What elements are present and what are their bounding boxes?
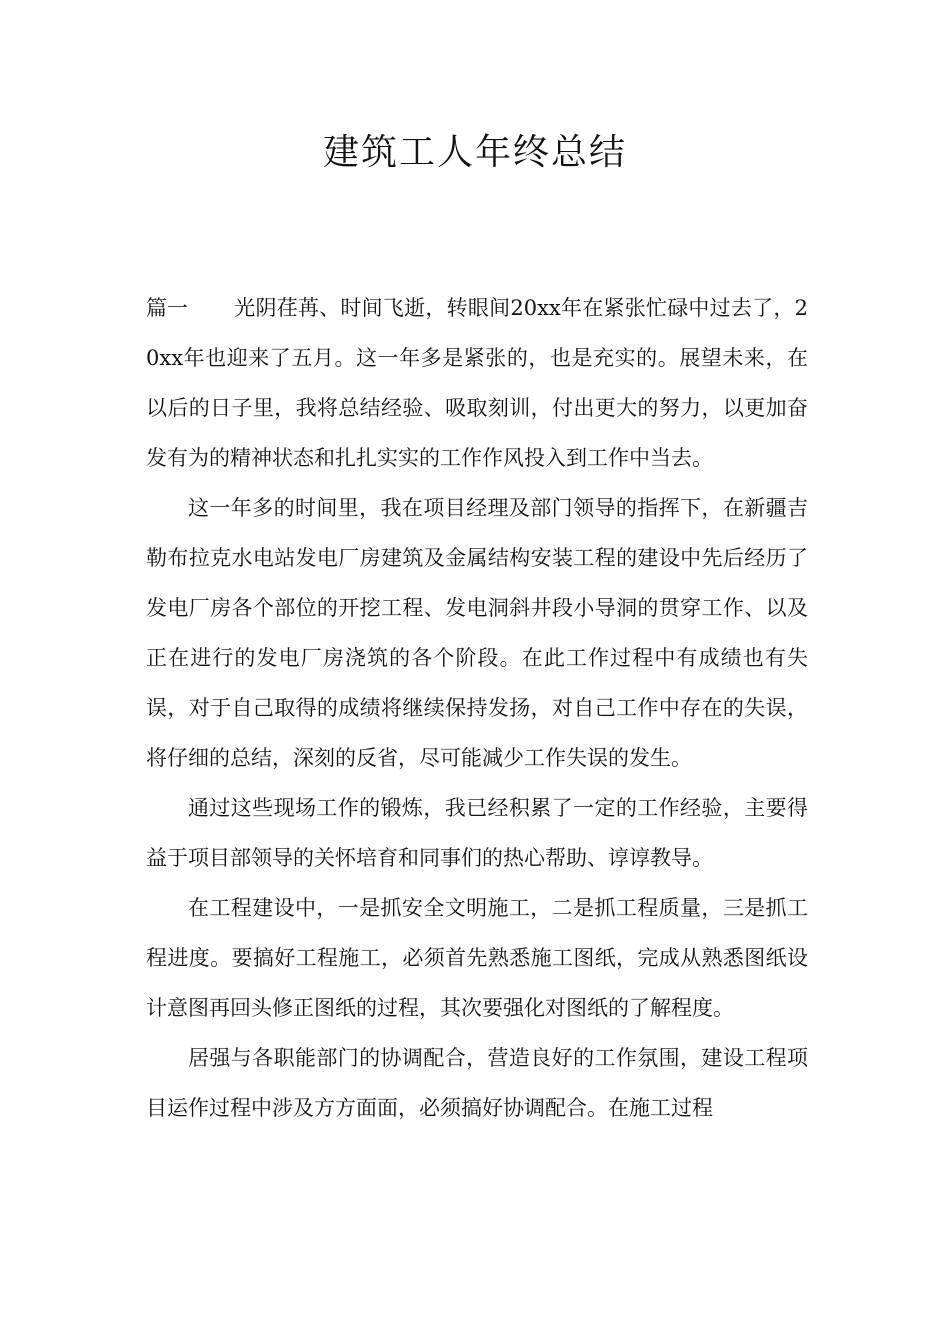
section-label: 篇一 — [146, 296, 188, 320]
paragraph-3: 通过这些现场工作的锻炼，我已经积累了一定的工作经验，主要得益于项目部领导的关怀培育和同事们的热心帮助、谆谆教导。 — [146, 796, 808, 870]
document-title: 建筑工人年终总结 — [322, 132, 627, 173]
document-body — [146, 283, 808, 1133]
paragraph-2: 这一年多的时间里，我在项目经理及部门领导的指挥下，在新疆吉勒布拉克水电站发电厂房建筑及金属结构安装工程的建设中先后经历了发电厂房各个部位的开挖工程、发电洞斜井段小导洞的贯穿工作、以及正在进行的发电厂房浇筑的各个阶段。在此工作过程中有成绩也有失误，对于自己取得的成绩将继续保持发扬，对自己工作中存在的失误，将仔细的总结，深刻的反省，尽可能减少工作失误的发生。 — [146, 496, 808, 770]
paragraph-1-text: 光阴荏苒、时间飞逝，转眼间20xx年在紧张忙碌中过去了，20xx年也迎来了五月。这一年多是紧张的，也是充实的。展望未来，在以后的日子里，我将总结经验、吸取刻训，付出更大的努力，以更加奋发有为的精神状态和扎扎实实的工作作风投入到工作中当去。 — [146, 296, 808, 470]
paragraph-1 — [146, 283, 808, 483]
paragraph-4: 在工程建设中，一是抓安全文明施工，二是抓工程质量，三是抓工程进度。要搞好工程施工，必须首先熟悉施工图纸，完成从熟悉图纸设计意图再回头修正图纸的过程，其次要强化对图纸的了解程度。 — [146, 896, 808, 1020]
paragraph-5: 居强与各职能部门的协调配合，营造良好的工作氛围，建设工程项目运作过程中涉及方方面面，必须搞好协调配合。在施工过程 — [146, 1046, 808, 1120]
